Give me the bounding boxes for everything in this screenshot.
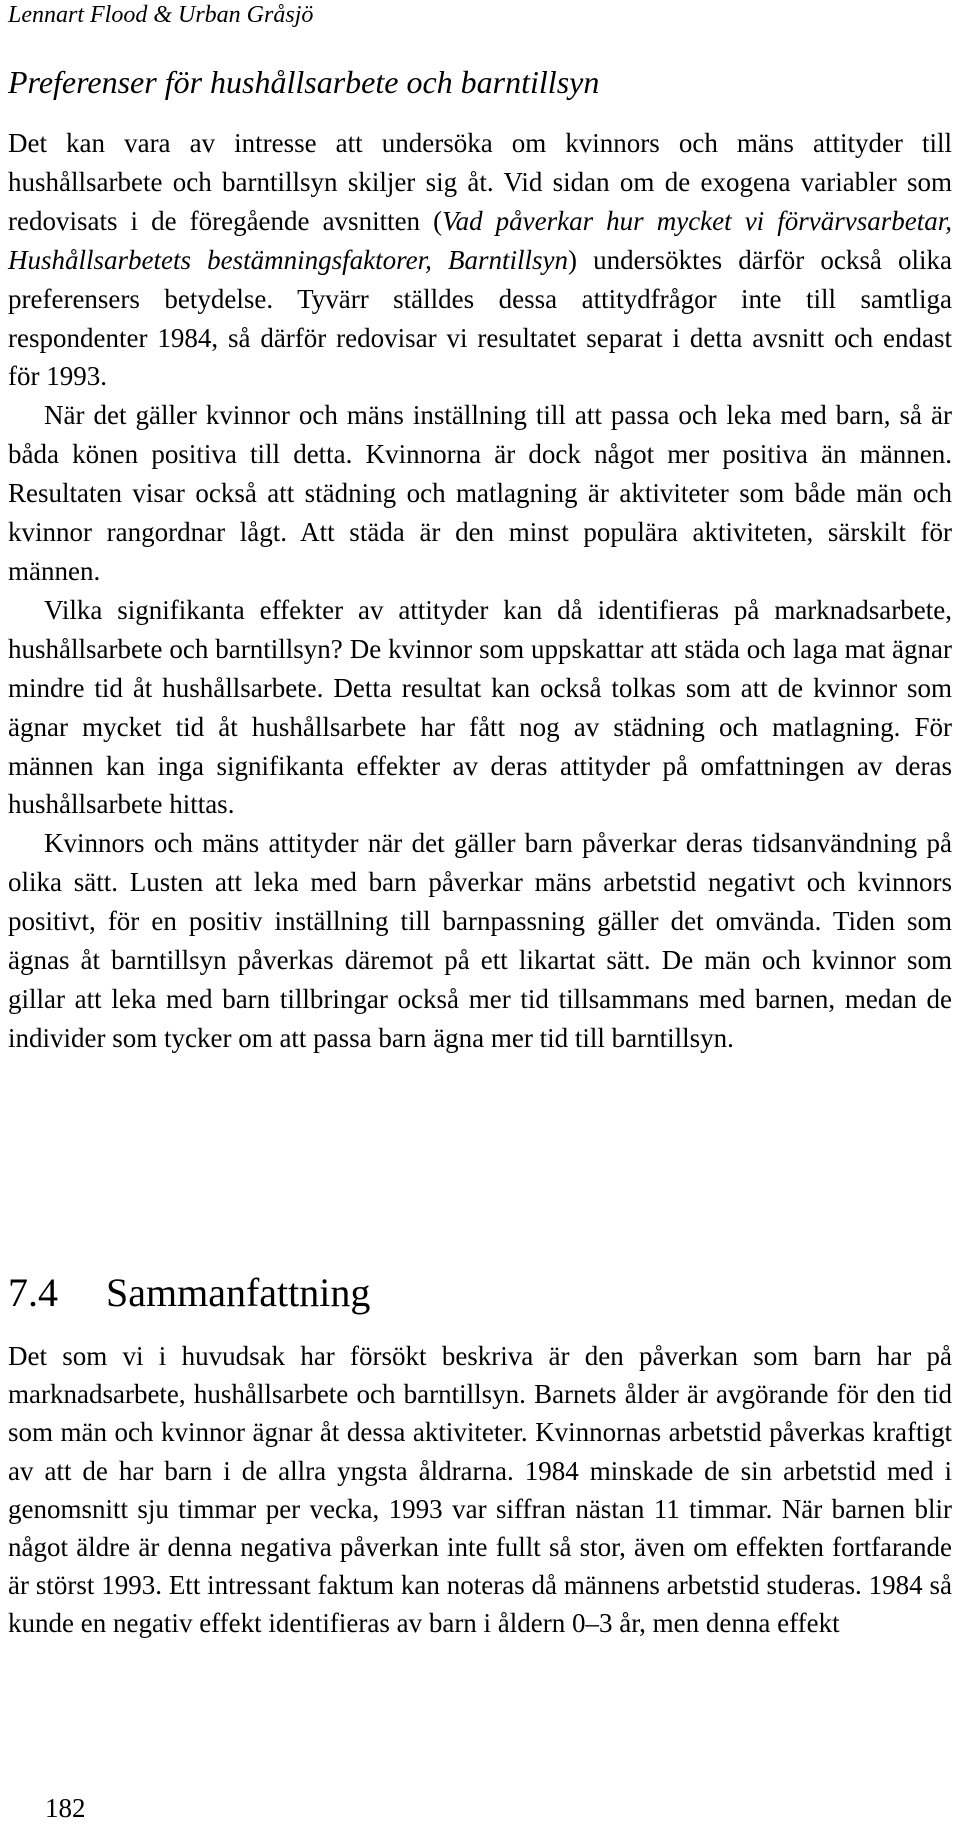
paragraph-1-italic-titles: Vad påverkar hur mycket vi förvärvsarbetar, Hushållsarbetets bestämningsfaktorer, Barntillsyn [8,205,952,275]
paragraph-4: Kvinnors och mäns attityder när det gäller barn påverkar deras tidsanvändning på olika sätt. Lusten att leka med barn påverkar mäns arbetstid negativt och kvinnors positivt, för en positiv inställning till barnpassning gäller det omvända. Tiden som ägnas åt barntillsyn påverkas däremot på ett likartat sätt. De män och kvinnor som gillar att leka med barn tillbringar också mer tid tillsammans med barnen, medan de individer som tycker om att passa barn ägna mer tid till barntillsyn. [8,828,952,1053]
section-title: Sammanfattning [106,1270,371,1315]
paragraph-3: Vilka signifikanta effekter av attityder kan då identifieras på marknadsarbete, hushållsarbete och barntillsyn? De kvinnor som uppskattar att städa och laga mat ägnar mindre tid åt hushållsarbete. Detta resultat kan också tolkas som att de kvinnor som ägnar mycket tid åt hushållsarbete har fått nog av städning och matlagning. För männen kan inga signifikanta effekter av deras attityder på omfattningen av deras hushållsarbete hittas. [8,594,952,820]
section-number: 7.4 [8,1270,58,1315]
section-heading [8,1268,370,1318]
running-head-authors: Lennart Flood & Urban Gråsjö [8,2,314,28]
paragraph-1-text-b: ) undersöktes därför också olika preferensers betydelse. Tyvärr ställdes dessa attitydfrågor inte till samtliga respondenter 1984, så därför redovisar vi resultatet separat i detta avsnitt och endast för 1993. [8,244,952,392]
subsection-body [8,124,952,1058]
page-number: 182 [45,1793,86,1823]
paragraph-1 [8,124,952,396]
section-body [8,1337,952,1643]
section-paragraph-1: Det som vi i huvudsak har försökt beskriva är den påverkan som barn har på marknadsarbete, hushållsarbete och barntillsyn. Barnets ålder är avgörande för den tid som män och kvinnor ägnar åt dessa aktiviteter. Kvinnornas arbetstid påverkas kraftigt av att de har barn i de allra yngsta åldrarna. 1984 minskade de sin arbetstid med i genomsnitt sju timmar per vecka, 1993 var siffran nästan 11 timmar. När barnen blir något äldre är denna negativa påverkan inte fullt så stor, även om effekten fortfarande är störst 1993. Ett intressant faktum kan noteras då männens arbetstid studeras. 1984 så kunde en negativ effekt identifieras av barn i åldern 0–3 år, men denna effekt [8,1341,952,1639]
subsection-title: Preferenser för hushållsarbete och barntillsyn [8,64,600,100]
paragraph-1-text-a: Det kan vara av intresse att undersöka om kvinnors och mäns attityder till hushållsarbete och barntillsyn skiljer sig åt. Vid sidan om de exogena variabler som redovisats i de föregående avsnitten ( [8,128,952,236]
paragraph-2: När det gäller kvinnor och mäns inställning till att passa och leka med barn, så är båda könen positiva till detta. Kvinnorna är dock något mer positiva än männen. Resultaten visar också att städning och matlagning är aktiviteter som både män och kvinnor rangordnar lågt. Att städa är den minst populära aktiviteten, särskilt för männen. [8,400,952,586]
